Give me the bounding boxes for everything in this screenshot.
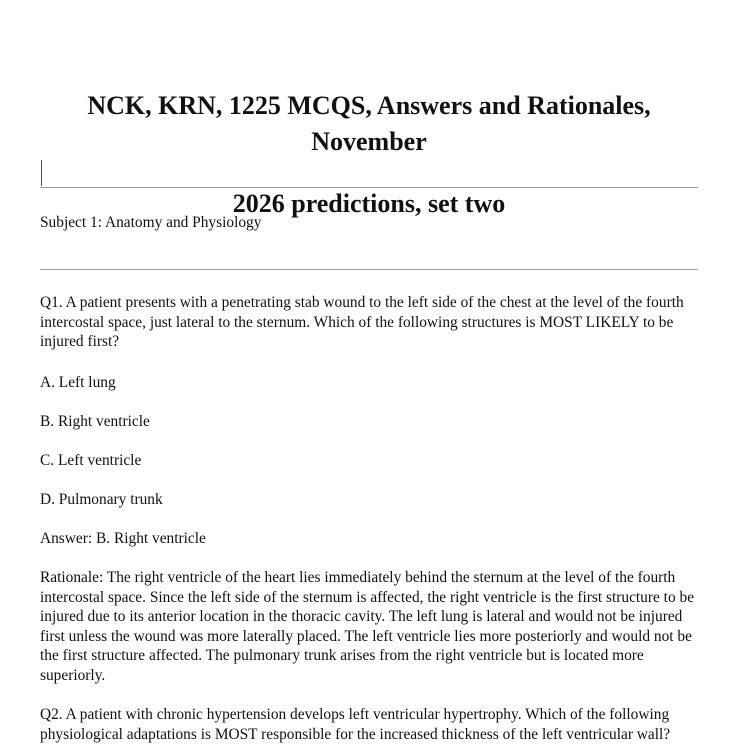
title-line-1: NCK, KRN, 1225 MCQS, Answers and Rationales,	[87, 91, 651, 120]
text-cursor	[41, 160, 42, 186]
question-1-answer: Answer: B. Right ventricle	[40, 530, 206, 547]
title-line-2-part-1: November	[311, 127, 427, 156]
question-2-stem: Q2. A patient with chronic hypertension develops left ventricular hypertrophy. Which of the following physiological adaptations is MOST responsible for the increased thickness of the left ventricular wall?	[40, 706, 671, 743]
question-1-option-d: D. Pulmonary trunk	[40, 491, 163, 508]
horizontal-divider	[40, 187, 698, 188]
question-1-stem: Q1. A patient presents with a penetrating stab wound to the left side of the chest at the level of the fourth intercostal space, just lateral to the sternum. Which of the following structures is MOST LIKELY to be injured first?	[40, 294, 684, 351]
question-1-option-a: A. Left lung	[40, 374, 116, 391]
subject-heading: Subject 1: Anatomy and Physiology	[40, 214, 262, 231]
question-1-option-b: B. Right ventricle	[40, 413, 150, 430]
title-line-2	[40, 124, 698, 222]
horizontal-divider	[40, 269, 698, 270]
document-title	[40, 88, 698, 222]
question-1-rationale: Rationale: The right ventricle of the heart lies immediately behind the sternum at the level of the fourth intercostal space. Since the left side of the sternum is affected, the right ventricle is the first structure to be injured due to its anterior location in the thoracic cavity. The left lung is lateral and would not be injured first unless the wound was more laterally placed. The left ventricle lies more posteriorly and would not be the first structure affected. The pulmonary trunk arises from the right ventricle but is located more superiorly.	[40, 569, 695, 684]
question-1-option-c: C. Left ventricle	[40, 452, 142, 469]
title-line-2-part-2: 2026 predictions, set two	[232, 189, 506, 218]
